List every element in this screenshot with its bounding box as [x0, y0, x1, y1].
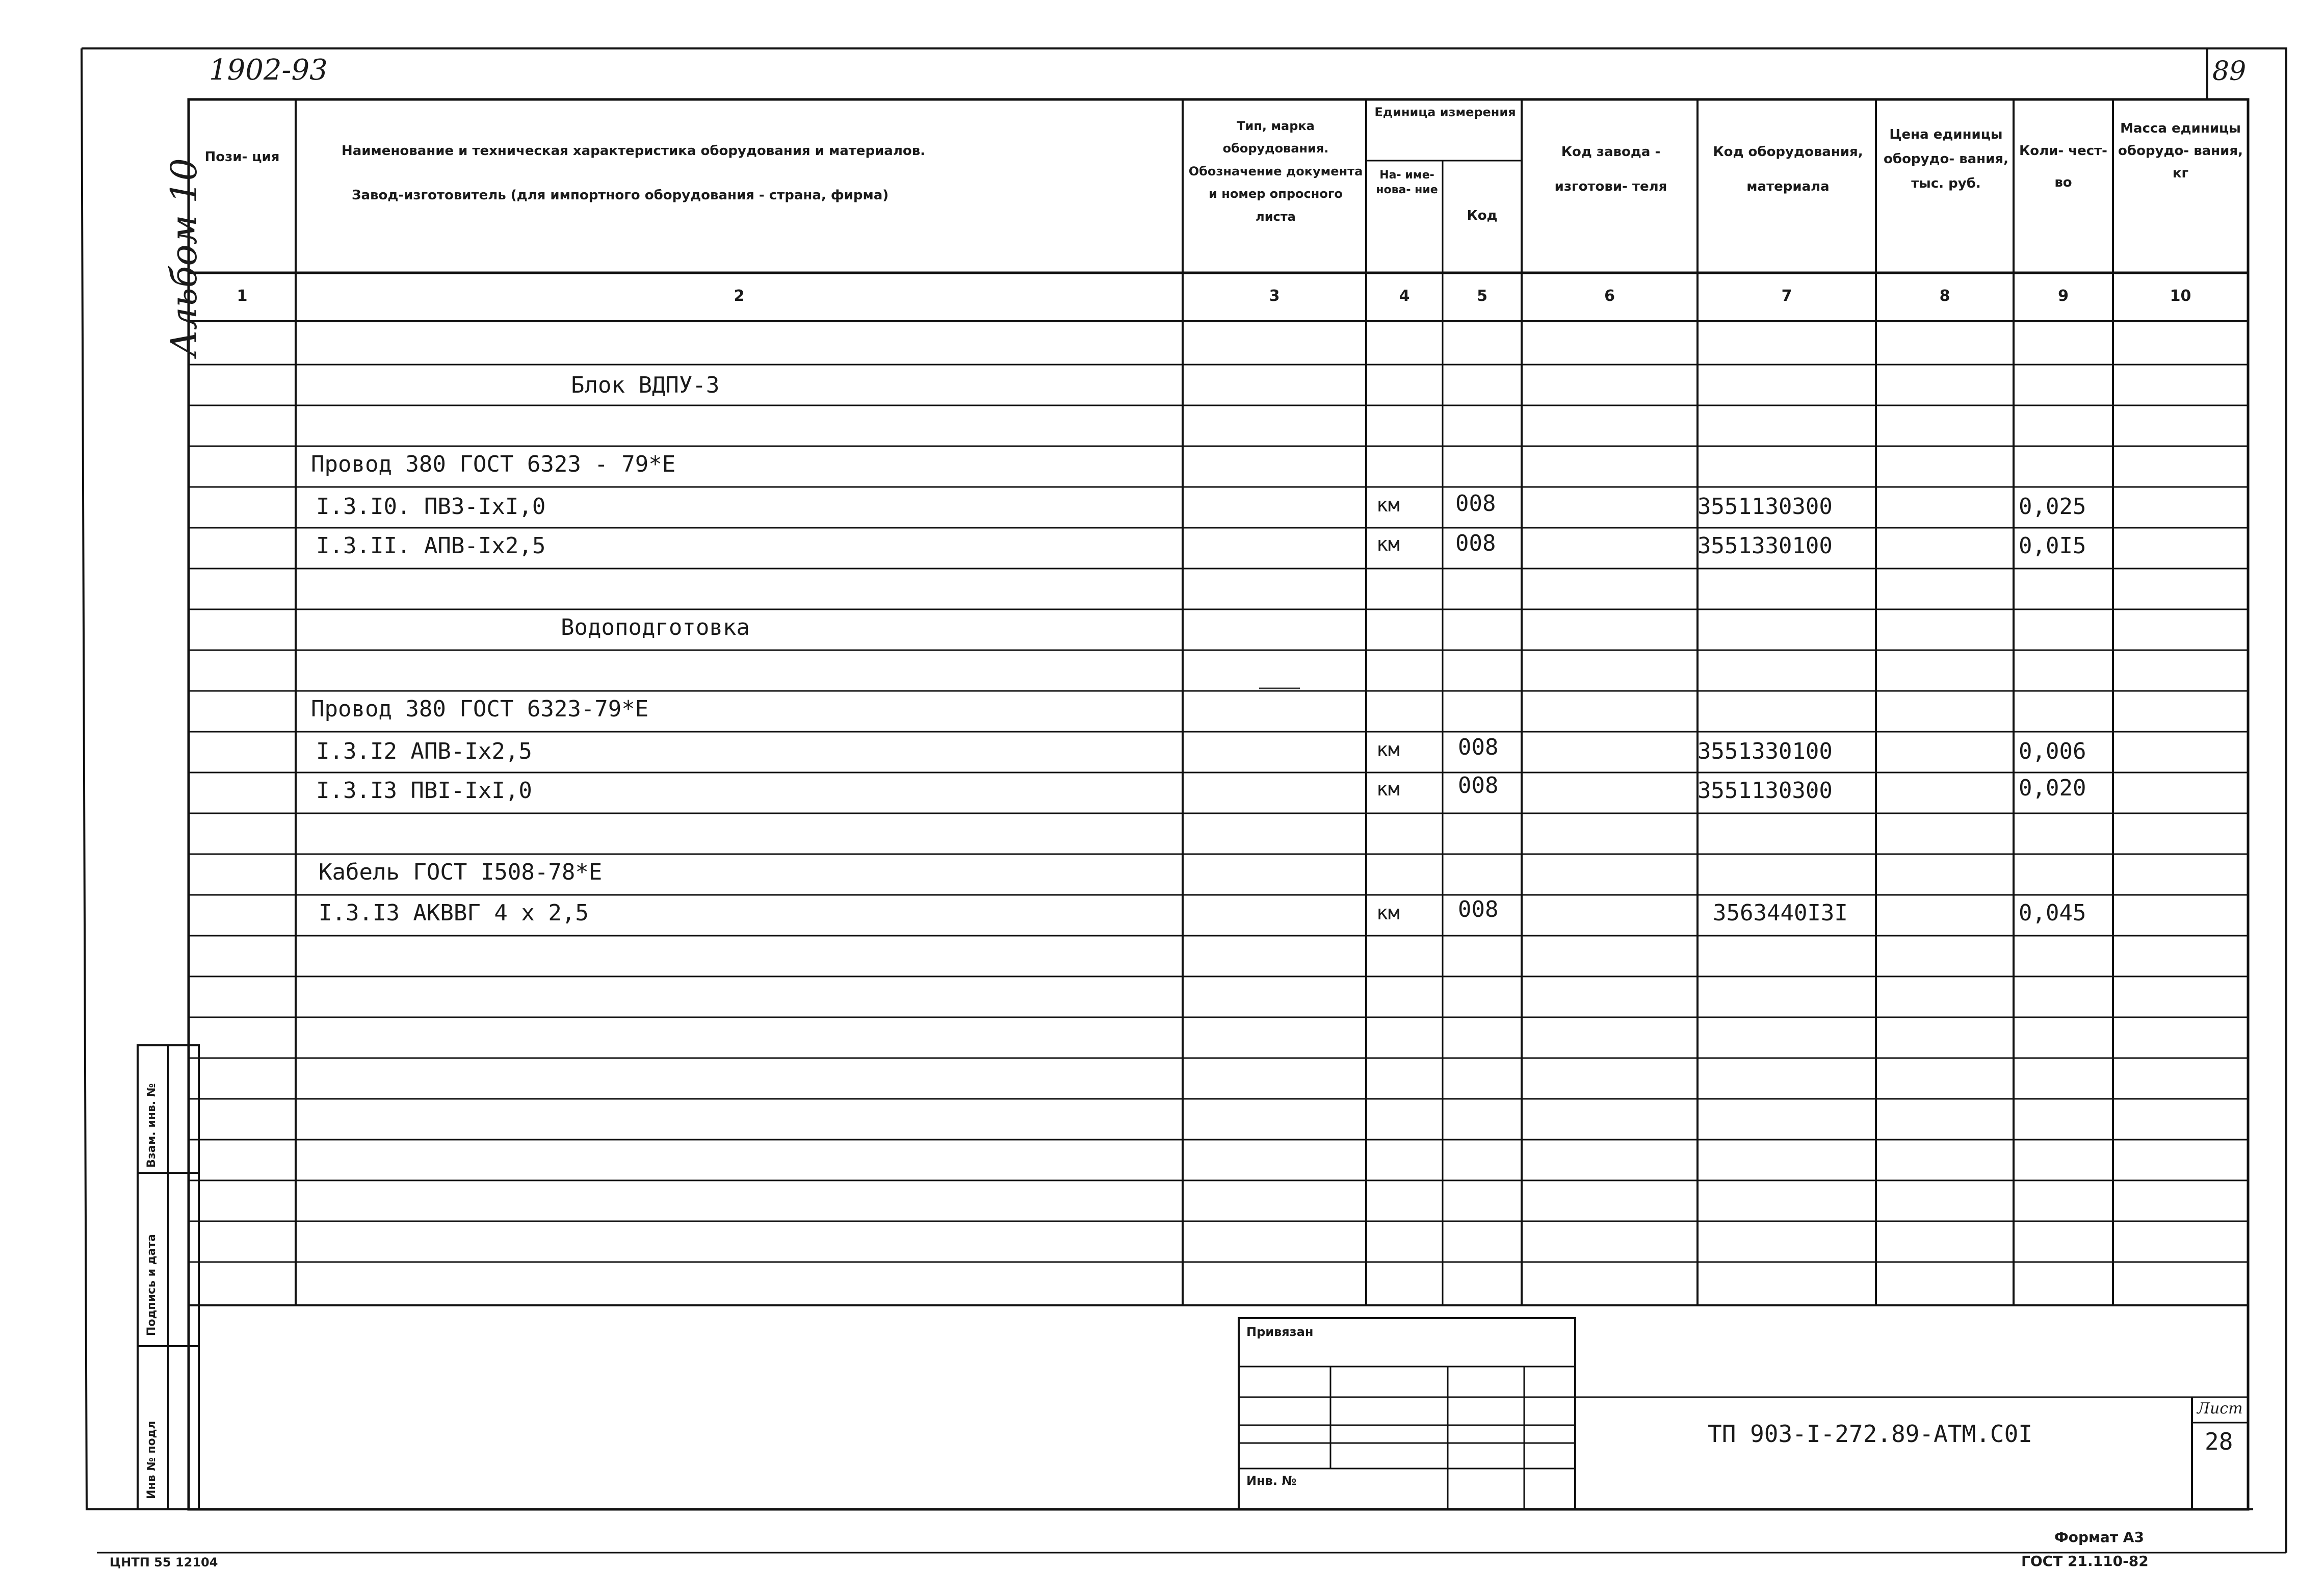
column-number: 3 — [1269, 287, 1280, 305]
item-unit: км — [1376, 778, 1400, 800]
item-code: 3551330100 — [1698, 533, 1833, 559]
item-unit: км — [1376, 494, 1400, 516]
column-number: 7 — [1781, 287, 1792, 305]
side-replace-inv: Взам. инв. № — [145, 1083, 158, 1168]
column-number: 4 — [1399, 287, 1410, 305]
item-quantity: 0,045 — [2019, 900, 2086, 926]
column-number: 1 — [237, 287, 248, 305]
item-unit-code: 008 — [1458, 773, 1499, 799]
stamp-attached: Привязан — [1246, 1325, 1314, 1339]
header-unit-name: На- име- нова- ние — [1376, 169, 1438, 196]
header-price: Цена единицы оборудо- вания, тыс. руб. — [1884, 127, 2008, 192]
page-number-top: 89 — [2212, 56, 2247, 87]
column-number: 8 — [1939, 287, 1950, 305]
stamp-inv-no: Инв. № — [1246, 1474, 1297, 1488]
header-position: Пози- ция — [204, 149, 280, 165]
item-unit: км — [1376, 533, 1400, 555]
header-name-line2: Завод-изготовитель (для импортного оборудования - страна, фирма) — [352, 188, 889, 203]
cable-header: Кабель ГОСТ I508-78*Е — [319, 859, 603, 885]
sheet-label: Лист — [2197, 1400, 2243, 1418]
side-inv-orig: Инв № подл — [145, 1421, 158, 1499]
sheet-number: 28 — [2205, 1428, 2233, 1455]
item-unit: км — [1376, 738, 1400, 761]
item-quantity: 0,025 — [2019, 494, 2086, 520]
header-name-line1: Наименование и техническая характеристика оборудования и материалов. — [342, 143, 926, 159]
side-sign-date: Подпись и дата — [145, 1234, 158, 1336]
wire-header: Провод 380 ГОСТ 6323-79*Е — [311, 696, 649, 722]
column-number: 6 — [1604, 287, 1615, 305]
item-unit-code: 008 — [1458, 734, 1499, 760]
item-unit-code: 008 — [1458, 896, 1499, 922]
section-title: Блок ВДПУ-3 — [571, 372, 720, 398]
item-code: 3551130300 — [1698, 494, 1833, 520]
footer-gost: ГОСТ 21.110-82 — [2021, 1553, 2149, 1569]
header-equipment-code: Код оборудования, материала — [1713, 144, 1863, 194]
album-label: Альбом 10 — [163, 158, 205, 357]
column-number: 9 — [2058, 287, 2069, 305]
footer-format: Формат А3 — [2054, 1529, 2144, 1546]
item-quantity: 0,020 — [2019, 775, 2086, 801]
item-name: I.3.I2 АПВ-Iх2,5 — [316, 738, 532, 764]
item-name: I.3.I0. ПВЗ-IхI,0 — [316, 494, 546, 520]
header-type-mark: Тип, марка оборудования. Обозначение документа и номер опросного листа — [1188, 119, 1363, 224]
document-code: ТП 903-I-272.89-АТМ.С0I — [1708, 1420, 2032, 1448]
column-number: 10 — [2170, 287, 2191, 305]
column-number: 5 — [1477, 287, 1487, 305]
item-code: 3551130300 — [1698, 778, 1833, 804]
wire-header: Провод 380 ГОСТ 6323 - 79*Е — [311, 451, 676, 477]
item-quantity: 0,0I5 — [2019, 533, 2086, 559]
header-unit-code: Код — [1467, 208, 1498, 223]
item-unit-code: 008 — [1455, 530, 1496, 556]
item-name: I.3.I3 ПВI-IхI,0 — [316, 778, 532, 804]
header-unit: Единица измерения — [1374, 105, 1516, 119]
item-unit-code: 008 — [1455, 491, 1496, 517]
item-code: 3551330100 — [1698, 738, 1833, 764]
item-name: I.3.II. АПВ-Iх2,5 — [316, 533, 546, 559]
item-quantity: 0,006 — [2019, 738, 2086, 764]
item-name: I.3.I3 АКВВГ 4 х 2,5 — [319, 900, 589, 926]
section-title: Водоподготовка — [561, 614, 750, 640]
item-code: 3563440I3I — [1713, 900, 1848, 926]
footer-left: ЦНТП 55 12104 — [110, 1555, 218, 1569]
handwritten-reference: 1902-93 — [209, 54, 328, 87]
header-mass: Масса единицы оборудо- вания, кг — [2118, 121, 2243, 182]
item-unit: км — [1376, 902, 1400, 924]
title-block-grid — [1239, 1318, 2248, 1509]
column-number: 2 — [734, 287, 745, 305]
header-maker-code: Код завода - изготови- теля — [1554, 144, 1667, 194]
header-quantity: Коли- чест- во — [2019, 143, 2107, 191]
